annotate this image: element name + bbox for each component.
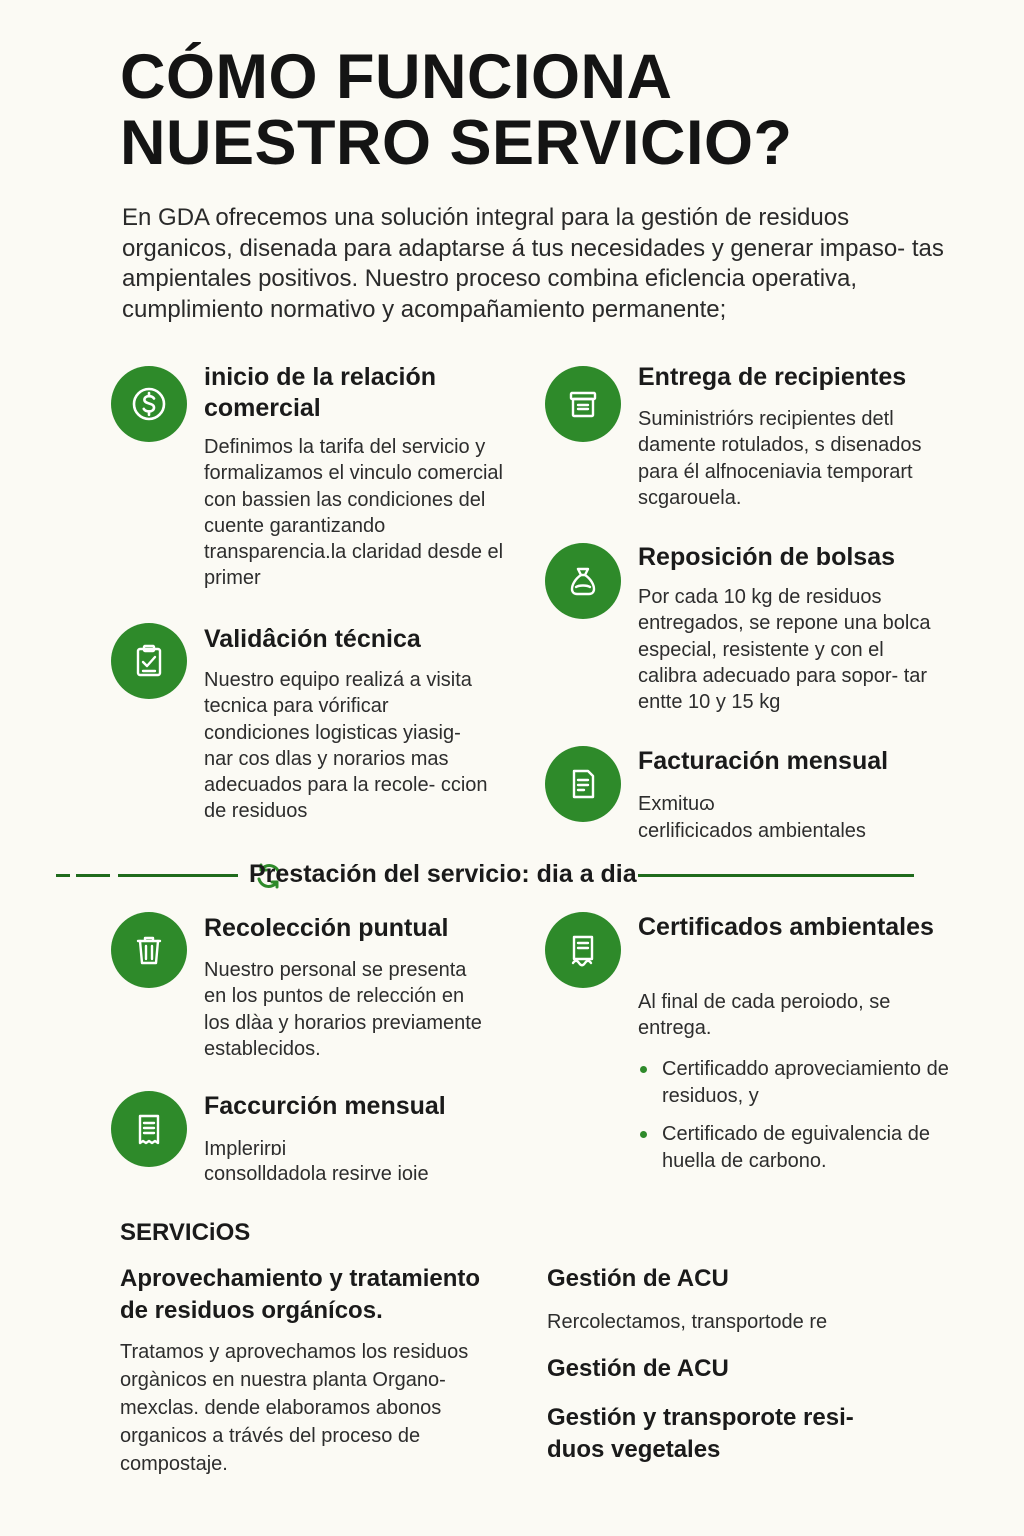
service-aprovechamiento-text: Tratamos y aprovechamos los residuos orgànicos en nuestra planta Organo- mexclas. dende elaboramos abonos organicos a trávés del proceso de compostaje.	[120, 1341, 469, 1475]
certificate-icon	[545, 912, 621, 988]
step-reposicion-title: Reposición de bolsas	[638, 543, 896, 571]
service-aprovechamiento-title: Aprovechamiento y tratamiento de residuos orgánícos.	[120, 1265, 481, 1324]
certificados-list-item-text: Certificado de eguivalencia de huella de carbono.	[662, 1123, 930, 1172]
page-title-line-1: CÓMO FUNCIONA	[120, 42, 673, 112]
divider-line-dash	[56, 874, 70, 877]
step-certificados-text: Al final de cada peroiodo, se entrega.	[638, 991, 891, 1040]
invoice-icon	[545, 746, 621, 822]
step-recoleccion-title: Recolección puntual	[204, 914, 449, 942]
box-icon	[545, 366, 621, 442]
step-inicio-text: Definimos la tarifa del servicio y formalizamos el vinculo comercial con bassien las condiciones del cuente garantizando transparencia.la claridad desde el primer	[204, 436, 504, 590]
bullet-dot	[640, 1066, 647, 1073]
step-facturacion-line-1: Exmituɷ	[638, 793, 715, 815]
clipboard-check-icon	[111, 623, 187, 699]
divider-label: Prestación del servicio: dia a dia	[249, 860, 637, 888]
step-entrega-text: Suministriórs recipientes detl damente rotulados, s disenados para él alfnoceniavia temporart scgarouela.	[638, 408, 922, 509]
step-validacion-title: Validâción técnica	[204, 625, 421, 653]
step-faccurcion-line-2: consolldadola resirve ioie	[204, 1163, 429, 1185]
service-vegetales-title: Gestión y transporote resi- duos vegetales	[547, 1404, 854, 1463]
step-validacion-text: Nuestro equipo realizá a visita tecnica para vórificar condiciones logisticas yiasig- nar cos dlas y norarios mas adecuados para la recole- ccion de residuos	[204, 669, 488, 823]
step-recoleccion-text: Nuestro personal se presenta en los puntos de relección en los dlàa y horarios previamente establecidos.	[204, 959, 482, 1060]
bag-icon	[545, 543, 621, 619]
divider-line-right	[638, 874, 914, 877]
step-inicio-title: inicio de la relación comercial	[204, 363, 437, 422]
divider-line-left	[118, 874, 238, 877]
certificados-list	[638, 1056, 958, 1186]
step-facturacion-title: Facturación mensual	[638, 747, 889, 775]
step-entrega-title: Entrega de recipientes	[638, 363, 907, 391]
step-reposicion-text: Por cada 10 kg de residuos entregados, se repone una bolca especial, resistente y con el calibra adecuado para sopor- tar entte 10 y 15 kg	[638, 586, 931, 714]
divider-line-dash	[76, 874, 110, 877]
service-acu-title-2: Gestión de ACU	[547, 1355, 729, 1382]
service-acu-text: Rercolectamos, transportode re	[547, 1311, 828, 1333]
page-title-line-2: NUESTRO SERVICIO?	[120, 108, 793, 178]
certificados-list-item	[638, 1121, 958, 1174]
dollar-icon	[111, 366, 187, 442]
service-acu-title: Gestión de ACU	[547, 1265, 729, 1292]
service-divider	[50, 856, 920, 896]
receipt-icon	[111, 1091, 187, 1167]
bin-icon	[111, 912, 187, 988]
step-certificados-title: Certificados ambientales	[638, 913, 934, 941]
page-title	[120, 44, 940, 176]
step-faccurcion-title: Faccurción mensual	[204, 1092, 446, 1120]
certificados-list-item	[638, 1056, 958, 1109]
bullet-dot	[640, 1131, 647, 1138]
intro-paragraph: En GDA ofrecemos una solución integral para la gestión de residuos organicos, disenada para adaptarse á tus necesidades y generar impaso- tas ampientales positivos. Nuestro proceso combina eficlencia operativa, cumplimiento normativo y acompañamiento permanente;	[122, 204, 944, 323]
services-heading: SERVICiOS	[120, 1219, 251, 1246]
certificados-list-item-text: Certificaddo aproveciamiento de residuos, y	[662, 1058, 949, 1107]
step-faccurcion-line-1: Implerirɒi	[204, 1138, 287, 1160]
step-facturacion-line-2: cerlificicados ambientales	[638, 820, 866, 842]
